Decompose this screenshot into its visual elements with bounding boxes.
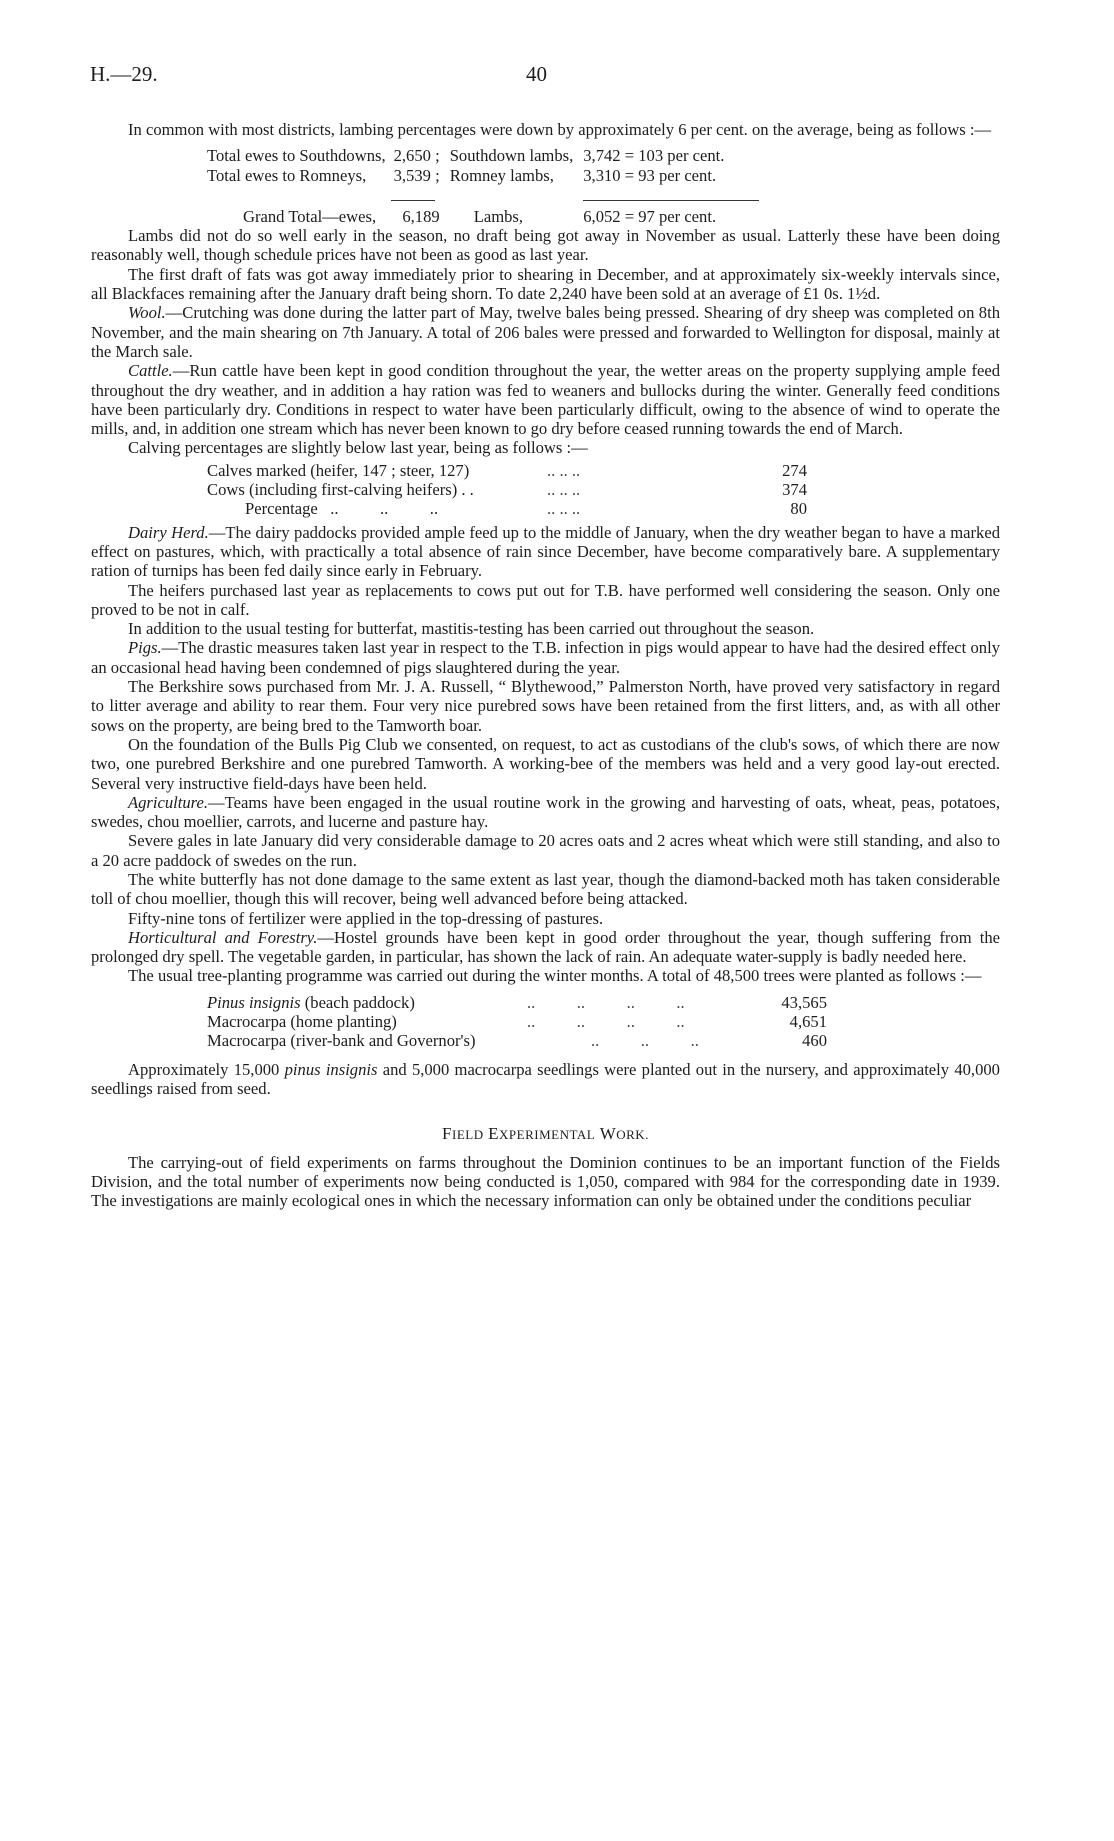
- paragraph-calving: Calving percentages are slightly below last year, being as follows :—: [128, 438, 588, 458]
- leader-dots: .. .. ..: [547, 499, 581, 519]
- leader-dots: .. .. .. ..: [527, 1012, 685, 1032]
- seedlings-text-end: and 5,000 macrocarpa seedlings were planted out in the nursery, and approximately 40,000 seedlings raised from seed.: [91, 1059, 1000, 1098]
- lambs-percent: 3,742 = 103 per cent.: [583, 146, 725, 166]
- document-id: H.—29.: [90, 62, 158, 86]
- ewes-count: 3,539 ;: [393, 165, 440, 185]
- heading-dairy-herd: Dairy Herd.: [128, 522, 209, 542]
- row-label: [207, 993, 527, 1012]
- row-label: Macrocarpa (river-bank and Governor's): [207, 1031, 476, 1051]
- seedlings-species: pinus insignis: [284, 1059, 378, 1079]
- wool-text: —Crutching was done during the latter part of May, twelve bales being pressed. Shearing of dry sheep was completed on 8th November, and the main shearing on 7th January. A total of 206 bales were pressed and forwarded to Wellington for disposal, mainly at the March sale.: [91, 303, 1000, 361]
- sum-rule: [391, 200, 435, 201]
- heading-agriculture: Agriculture.: [128, 792, 209, 812]
- paragraph-gales: Severe gales in late January did very considerable damage to 20 acres oats and 2 acres wheat which were still standing, and also to a 20 acre paddock of swedes on the run.: [91, 831, 1000, 870]
- row-value: 460: [802, 1031, 827, 1051]
- lambs-label: Southdown lambs,: [449, 146, 574, 166]
- document-body: [91, 120, 1000, 1210]
- ewes-count: 2,650 ;: [393, 146, 440, 166]
- heading-wool: Wool.: [128, 303, 166, 323]
- paragraph-pigs: [91, 638, 1000, 677]
- tree-planting-table: [207, 993, 827, 1051]
- heading-horticultural: Horticultural and Forestry.: [128, 927, 318, 947]
- horticultural-text: —Hostel grounds have been kept in good order throughout the year, though suffering from the prolonged dry spell. The vegetable garden, in particular, has shown the lack of rain. An adequate water-supply is badly needed here.: [91, 927, 1001, 967]
- row-label: Total ewes to Southdowns,: [207, 146, 386, 166]
- table-row: [207, 1012, 827, 1031]
- row-label: Cows (including first-calving heifers) . .: [207, 480, 474, 500]
- agriculture-text: —Teams have been engaged in the usual routine work in the growing and harvesting of oats, wheat, peas, potatoes, swedes, chou moellier, carrots, and lucerne and pasture hay.: [91, 792, 1000, 832]
- table-row: [207, 480, 807, 499]
- table-row: [207, 499, 807, 518]
- leader-dots: .. .. ..: [547, 480, 581, 500]
- paragraph-field-experimental: The carrying-out of field experiments on farms throughout the Dominion continues to be an important function of the Fields Division, and the total number of experiments now being conducted is 1,050, compared with 984 for the corresponding date in 1939. The investigations are mainly ecological ones in which the necessary information can only be obtained under the conditions peculiar: [91, 1152, 1000, 1211]
- paragraph-agriculture: [91, 793, 1000, 832]
- paragraph-lambs: Lambs did not do so well early in the season, no draft being got away in November as usual. Latterly these have been doing reasonably well, though schedule prices have not been as good as last year.: [91, 226, 1000, 265]
- row-label: Percentage .. .. ..: [245, 499, 439, 519]
- paragraph-seedlings: [91, 1060, 1000, 1099]
- section-heading: FIELD EXPERIMENTAL WORK.: [442, 1124, 649, 1144]
- seedlings-text-start: Approximately 15,000: [128, 1059, 285, 1079]
- calving-table: [207, 461, 807, 519]
- paragraph-testing: In addition to the usual testing for butterfat, mastitis-testing has been carried out throughout the season.: [128, 619, 815, 639]
- paragraph-horticultural: [91, 928, 1000, 967]
- paragraph-berkshire: The Berkshire sows purchased from Mr. J. A. Russell, “ Blythewood,” Palmerston North, have proved very satisfactory in regard to litter average and ability to rear them. Four very nice purebred sows have been retained from the first litters, and, as with all other sows on the property, are being bred to the Tamworth boar.: [91, 677, 1000, 735]
- sum-rule-row: [207, 185, 759, 207]
- paragraph-butterfly: The white butterfly has not done damage to the same extent as last year, though the diamond-backed moth has taken considerable toll of chou moellier, though this will recover, being well advanced before being attacked.: [91, 869, 1000, 909]
- paragraph-fats: The first draft of fats was got away immediately prior to shearing in December, and at approximately six-weekly intervals since, all Blackfaces remaining after the January draft being shorn. To date 2,240 have been sold at an average of £1 0s. 1½d.: [91, 264, 1000, 304]
- paragraph-trees: The usual tree-planting programme was carried out during the winter months. A total of 48,500 trees were planted as follows :—: [128, 966, 982, 986]
- row-value: 274: [782, 460, 807, 480]
- table-row: [207, 461, 807, 480]
- paragraph-lambing: In common with most districts, lambing percentages were down by approximately 6 per cent. on the average, being as follows :—: [128, 120, 992, 139]
- pigs-text: —The drastic measures taken last year in respect to the T.B. infection in pigs would appear to have had the desired effect only an occasional head having been condemned of pigs slaughtered during the year.: [91, 638, 1000, 677]
- row-label: Total ewes to Romneys,: [207, 165, 367, 185]
- total-lambs-percent: 6,052 = 97 per cent.: [583, 206, 717, 226]
- table-row: [207, 146, 759, 165]
- lambs-percent: 3,310 = 93 per cent.: [583, 165, 717, 185]
- paragraph-cattle: [91, 361, 1000, 438]
- paragraph-pig-club: On the foundation of the Bulls Pig Club we consented, on request, to act as custodians of the club's sows, of which there are now two, one purebred Berkshire and one purebred Tamworth. A working-bee of the members was held and a very good lay-out erected. Several very instructive field-days have been held.: [91, 734, 1000, 793]
- table-row: [207, 993, 827, 1012]
- row-value: 80: [790, 499, 807, 519]
- total-ewes: 6,189: [402, 206, 440, 226]
- table-row-total: [207, 207, 759, 226]
- row-label: Macrocarpa (home planting): [207, 1012, 397, 1032]
- heading-cattle: Cattle.: [128, 361, 173, 381]
- paragraph-heifers: The heifers purchased last year as replacements to cows put out for T.B. have performed well considering the season. Only one proved to be not in calf.: [91, 580, 1000, 619]
- lambing-table: [207, 146, 759, 226]
- table-row: [207, 1031, 827, 1050]
- row-value: 374: [782, 480, 807, 500]
- leader-dots: .. .. .. ..: [527, 992, 685, 1012]
- row-label: Calves marked (heifer, 147 ; steer, 127): [207, 460, 470, 480]
- cattle-text: —Run cattle have been kept in good condition throughout the year, the wetter areas on the property supplying ample feed throughout the dry weather, and in addition a hay ration was fed to weaners and bullocks during the winter. Generally feed conditions have been particularly dry. Conditions in respect to water have been particularly difficult, owing to the absence of wind to operate the mills, and, in addition one stream which has never been known to go dry before ceased running towards the end of March.: [91, 361, 1000, 439]
- row-value: 43,565: [781, 992, 827, 1012]
- row-value: 4,651: [789, 1012, 827, 1032]
- total-lambs-label: Lambs,: [473, 206, 524, 226]
- lambs-label: Romney lambs,: [449, 165, 554, 185]
- species-name: Pinus insignis: [207, 992, 301, 1012]
- leader-dots: .. .. ..: [591, 1031, 699, 1051]
- paragraph-dairy: [91, 523, 1000, 581]
- paragraph-wool: [91, 303, 1000, 361]
- paragraph-fertilizer: Fifty-nine tons of fertilizer were applied in the top-dressing of pastures.: [128, 908, 604, 928]
- table-row: [207, 166, 759, 185]
- leader-dots: .. .. ..: [547, 460, 581, 480]
- heading-pigs: Pigs.: [128, 638, 162, 658]
- total-label: Grand Total—ewes,: [243, 206, 377, 226]
- dairy-text: —The dairy paddocks provided ample feed up to the middle of January, when the dry weather began to have a marked effect on pastures, which, with practically a total absence of rain since December, have become comparatively bare. A supplementary ration of turnips has been fed daily since early in February.: [91, 522, 1001, 581]
- sum-rule: [583, 200, 759, 201]
- planting-place: (beach paddock): [300, 992, 415, 1012]
- page-number: 40: [526, 62, 547, 86]
